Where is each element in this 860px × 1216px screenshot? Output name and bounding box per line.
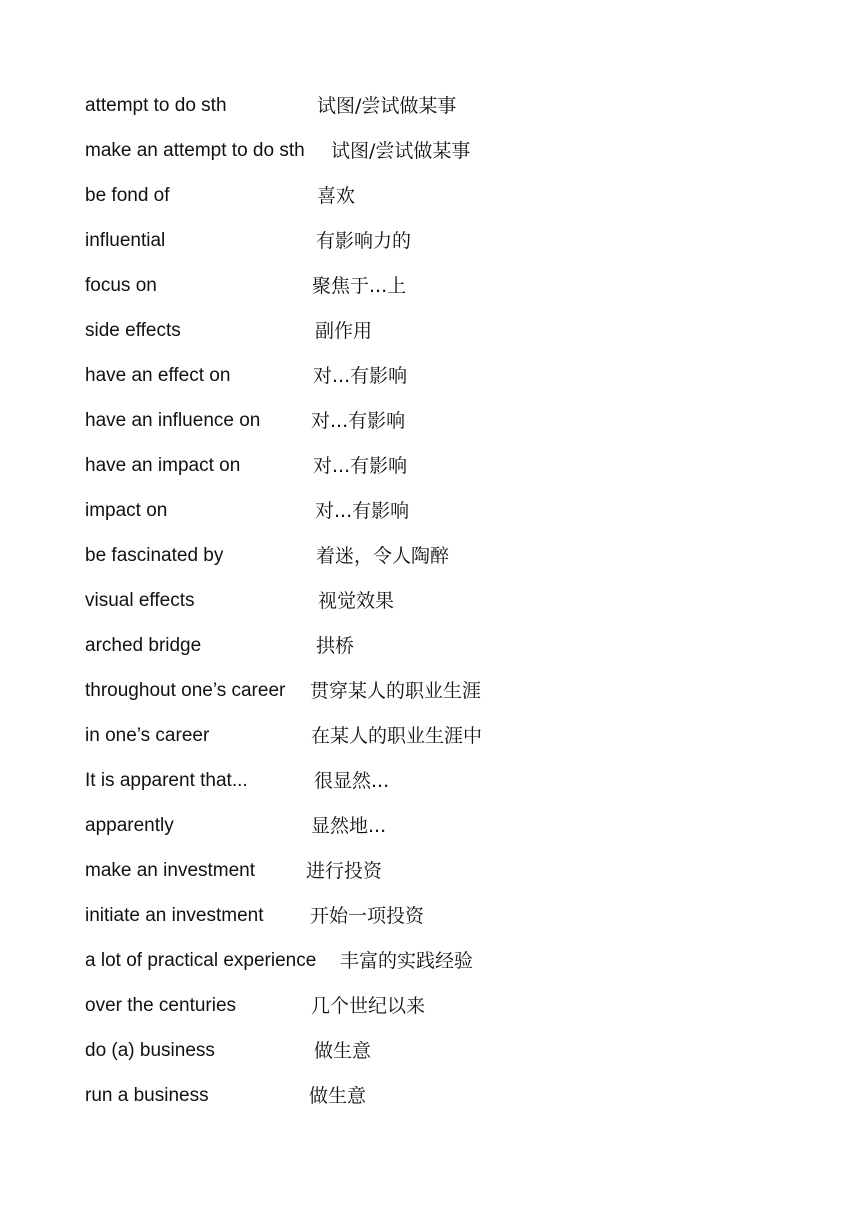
vocabulary-list [85,92,785,1127]
chinese-translation: 做生意 [309,1085,367,1107]
list-item [85,452,785,497]
english-phrase: visual effects [85,590,195,611]
list-item [85,632,785,677]
chinese-translation: 显然地... [311,815,387,837]
list-item [85,92,785,137]
english-phrase: be fascinated by [85,545,224,566]
chinese-translation: 对...有影响 [313,365,408,387]
english-phrase: make an attempt to do sth [85,140,305,161]
english-phrase: side effects [85,320,181,341]
list-item [85,1082,785,1127]
list-item [85,587,785,632]
list-item [85,362,785,407]
chinese-translation: 在某人的职业生涯中 [311,725,483,747]
english-phrase: a lot of practical experience [85,950,317,971]
chinese-translation: 副作用 [315,320,373,342]
chinese-translation: 很显然... [314,770,390,792]
chinese-translation: 开始一项投资 [310,905,425,927]
list-item [85,857,785,902]
list-item [85,677,785,722]
list-item [85,902,785,947]
chinese-translation: 丰富的实践经验 [340,950,474,972]
chinese-translation: 贯穿某人的职业生涯 [310,680,482,702]
chinese-translation: 着迷，令人陶醉 [316,545,450,567]
english-phrase: apparently [85,815,174,836]
chinese-translation: 聚焦于...上 [312,275,407,297]
list-item [85,767,785,812]
chinese-translation: 拱桥 [316,635,355,657]
english-phrase: throughout one’s career [85,680,286,701]
english-phrase: have an influence on [85,410,261,431]
english-phrase: in one’s career [85,725,210,746]
list-item [85,227,785,272]
english-phrase: initiate an investment [85,905,264,926]
english-phrase: over the centuries [85,995,237,1016]
chinese-translation: 进行投资 [306,860,383,882]
english-phrase: make an investment [85,860,256,881]
english-phrase: run a business [85,1085,209,1106]
chinese-translation: 对...有影响 [313,455,408,477]
list-item [85,947,785,992]
list-item [85,1037,785,1082]
english-phrase: arched bridge [85,635,202,656]
english-phrase: be fond of [85,185,170,206]
chinese-translation: 试图/尝试做某事 [317,95,457,117]
list-item [85,137,785,182]
chinese-translation: 做生意 [314,1040,372,1062]
english-phrase: have an impact on [85,455,241,476]
english-phrase: focus on [85,275,157,296]
list-item [85,272,785,317]
english-phrase: influential [85,230,166,251]
list-item [85,497,785,542]
list-item [85,182,785,227]
english-phrase: It is apparent that... [85,770,248,791]
chinese-translation: 对...有影响 [311,410,406,432]
list-item [85,317,785,362]
chinese-translation: 喜欢 [317,185,356,207]
chinese-translation: 对...有影响 [315,500,410,522]
english-phrase: attempt to do sth [85,95,227,116]
chinese-translation: 有影响力的 [316,230,412,252]
english-phrase: do (a) business [85,1040,215,1061]
chinese-translation: 试图/尝试做某事 [331,140,471,162]
list-item [85,812,785,857]
english-phrase: have an effect on [85,365,231,386]
list-item [85,992,785,1037]
chinese-translation: 视觉效果 [318,590,395,612]
list-item [85,407,785,452]
list-item [85,542,785,587]
list-item [85,722,785,767]
chinese-translation: 几个世纪以来 [311,995,426,1017]
english-phrase: impact on [85,500,168,521]
